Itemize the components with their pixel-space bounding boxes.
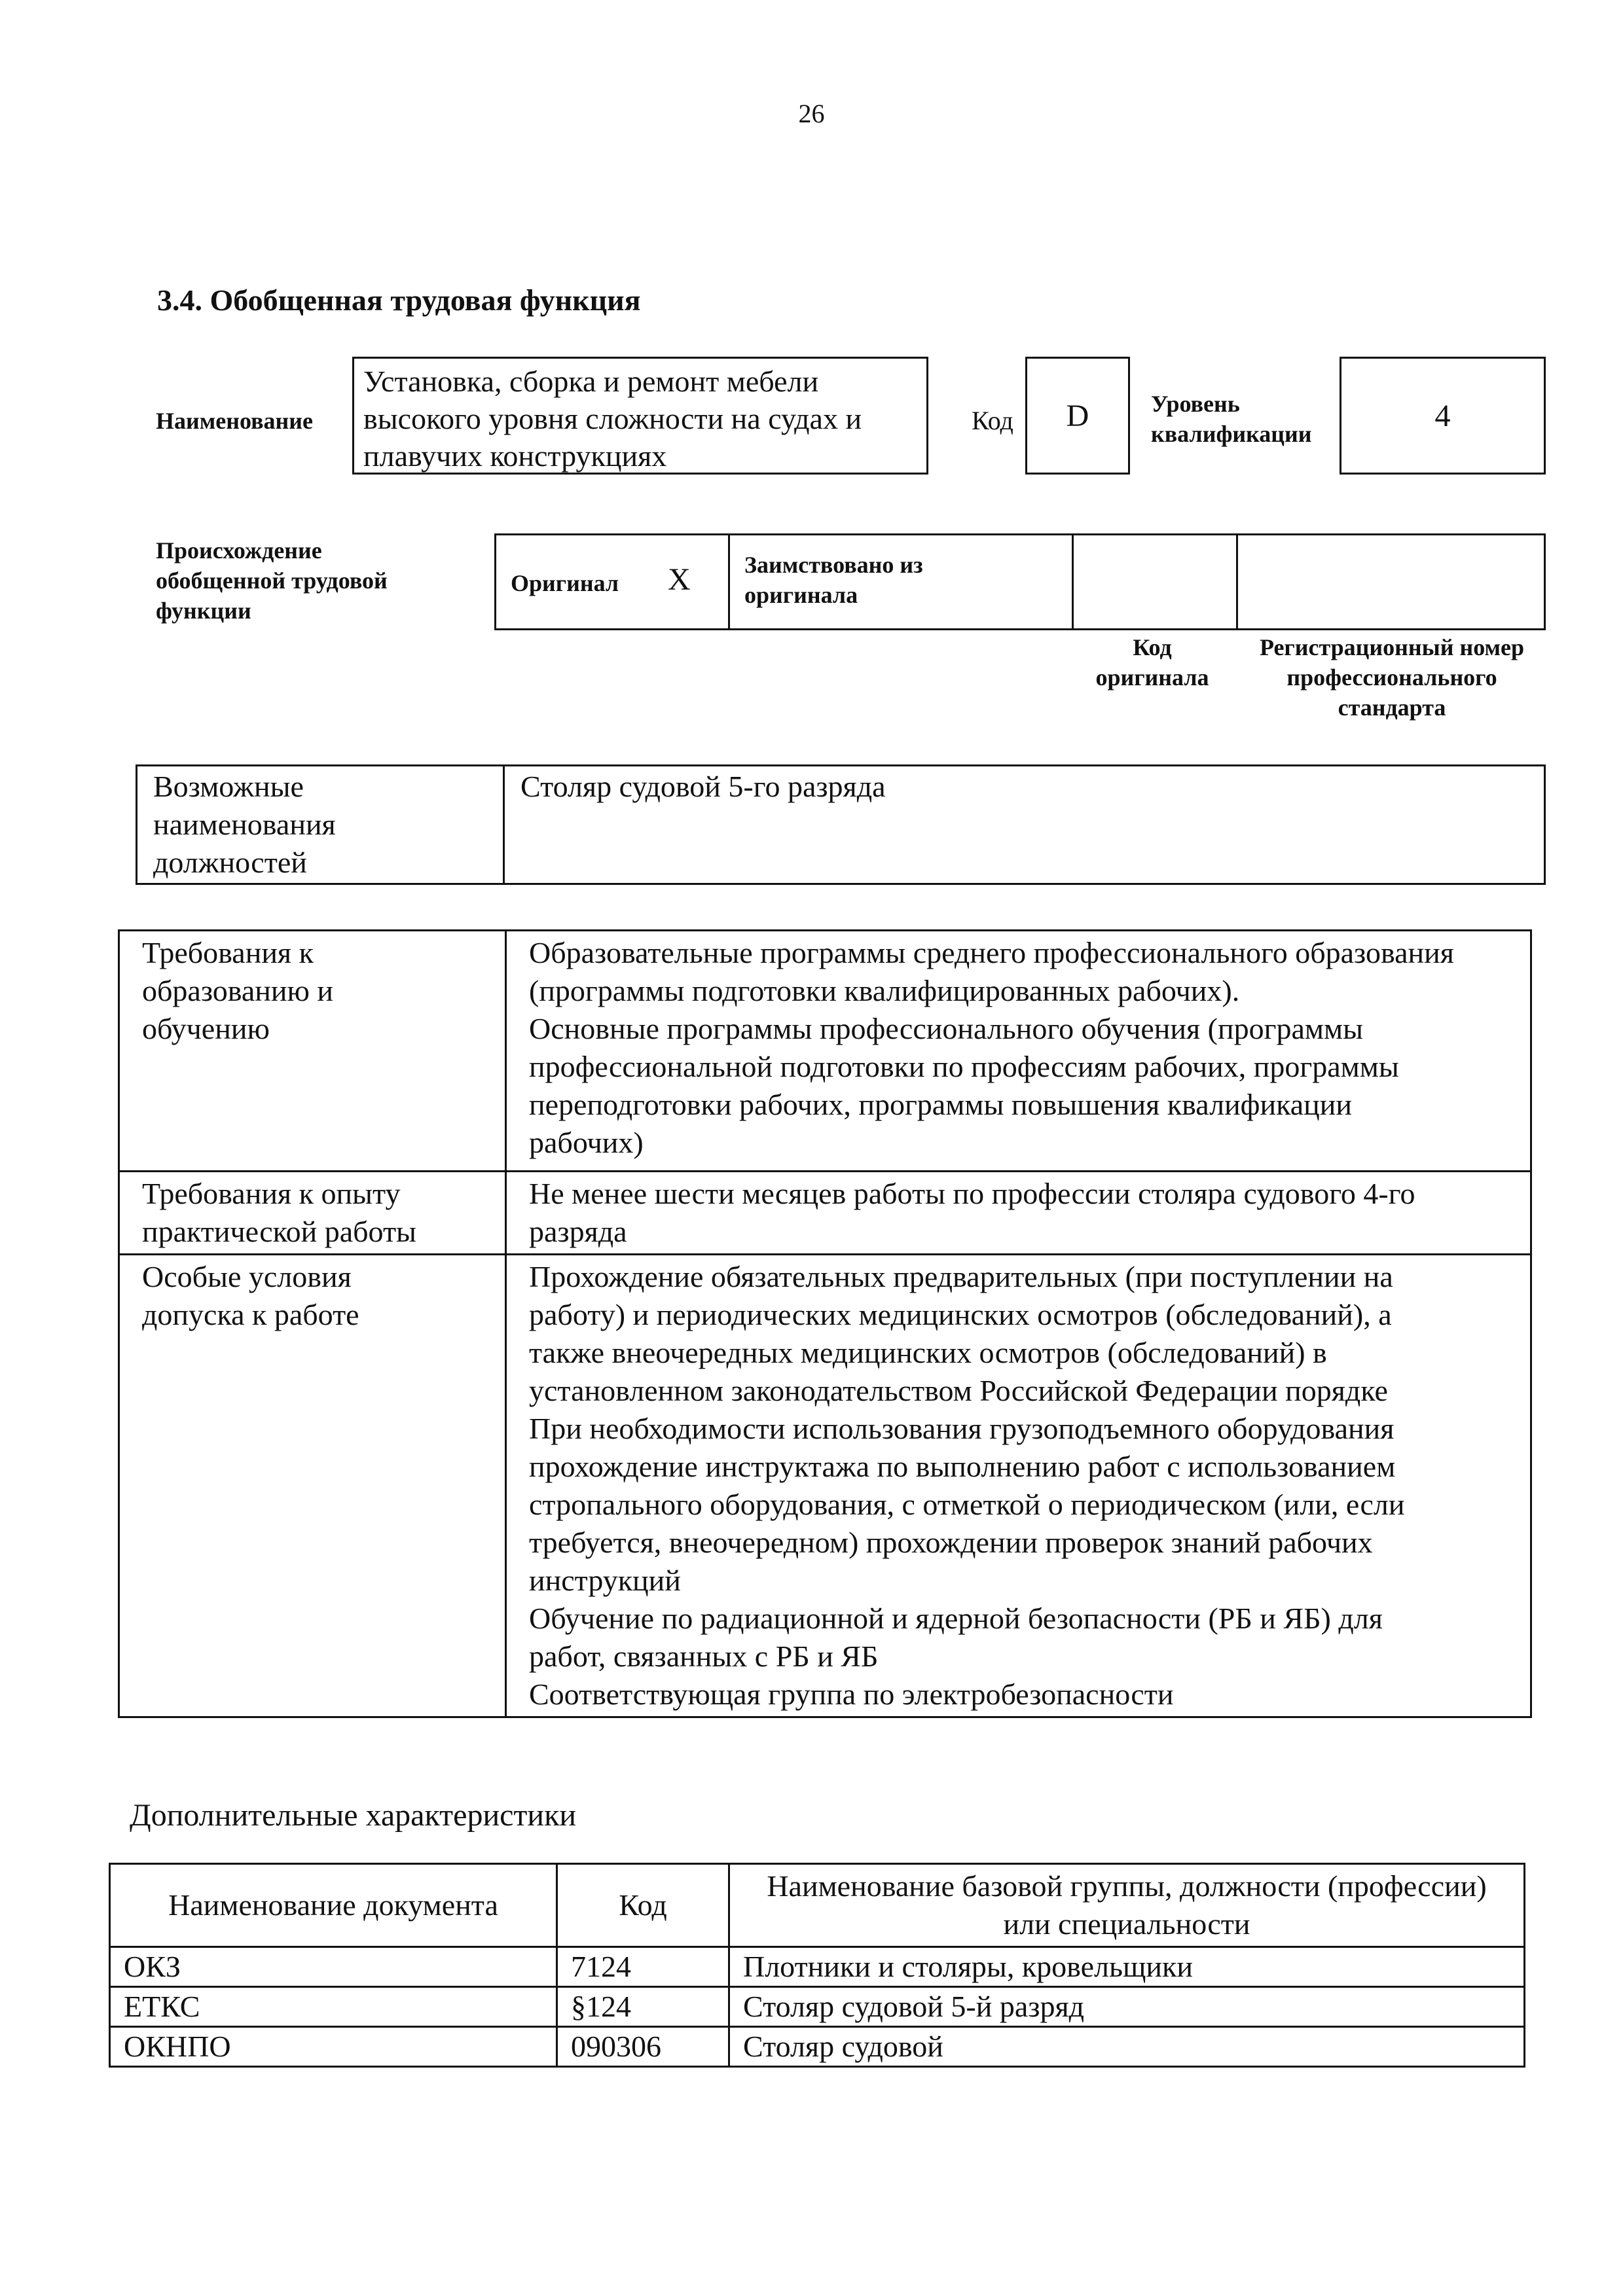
column-header-group: Наименование базовой группы, должности (профессии) или специальности [729, 1864, 1525, 1947]
document-cell: ЕТКС [110, 1987, 557, 2027]
qualification-level-box: 4 [1340, 357, 1546, 475]
table-row [110, 1947, 1525, 1987]
positions-label: Возможные наименования должностей [137, 766, 504, 884]
education-label: Требования к образованию и обучению [119, 931, 506, 1172]
function-code-box: D [1025, 357, 1130, 475]
additional-title: Дополнительные характеристики [130, 1798, 577, 1833]
section-title: 3.4. Обобщенная трудовая функция [157, 283, 641, 317]
experience-label: Требования к опыту практической работы [119, 1172, 506, 1255]
code-label: Код [972, 406, 1013, 435]
original-label: Оригинал [511, 570, 619, 596]
table-row [119, 1255, 1531, 1717]
origin-table [494, 533, 1546, 630]
origin-label: Происхождение обобщенной трудовой функции [156, 537, 388, 624]
education-value: Образовательные программы среднего профессионального образования (программы подготовки квалифицированных рабочих). Основные программы профессионального обучения (программы профессиональной подготовки по профессиям рабочих, программы переподготовки рабочих, программы повышения квалификации рабочих) [506, 931, 1531, 1172]
name-label: Наименование [156, 408, 313, 434]
positions-table [136, 764, 1546, 885]
admission-value: Прохождение обязательных предварительных (при поступлении на работу) и периодических медицинских осмотров (обследований), а также внеочередных медицинских осмотров (обследований) в установленном законодательством Российской Федерации порядке При необходимости использования грузоподъемного оборудования прохождение инструктажа по выполнению работ с использованием стропального оборудования, с отметкой о периодическом (или, если требуется, внеочередном) прохождении проверок знаний рабочих инструкций Обучение по радиационной и ядерной безопасности (РБ и ЯБ) для работ, связанных с РБ и ЯБ Соответствующая группа по электробезопасности [506, 1255, 1531, 1717]
level-label: Уровень квалификации [1151, 391, 1312, 447]
code-cell: 090306 [557, 2027, 729, 2067]
table-header-row [110, 1864, 1525, 1947]
reg-number-cell [1237, 535, 1545, 630]
borrowed-cell [729, 535, 1073, 630]
table-row [110, 2027, 1525, 2067]
table-row [110, 1987, 1525, 2027]
borrowed-label: Заимствовано из оригинала [744, 552, 923, 608]
additional-table [109, 1863, 1525, 2068]
document-cell: ОКНПО [110, 2027, 557, 2067]
function-name-box: Установка, сборка и ремонт мебели высокого уровня сложности на судах и плавучих конструкциях [352, 357, 928, 475]
column-header-code: Код [557, 1864, 729, 1947]
table-row [119, 1172, 1531, 1255]
code-cell: §124 [557, 1987, 729, 2027]
code-original-caption: Код оригинала [1095, 634, 1209, 691]
group-cell: Плотники и столяры, кровельщики [729, 1947, 1525, 1987]
table-row [119, 931, 1531, 1172]
code-original-cell [1073, 535, 1237, 630]
original-cell [496, 535, 729, 630]
group-cell: Столяр судовой [729, 2027, 1525, 2067]
column-header-document: Наименование документа [110, 1864, 557, 1947]
experience-value: Не менее шести месяцев работы по профессии столяра судового 4-го разряда [506, 1172, 1531, 1255]
admission-label: Особые условия допуска к работе [119, 1255, 506, 1717]
original-mark: X [668, 562, 691, 597]
code-cell: 7124 [557, 1947, 729, 1987]
requirements-table [118, 929, 1532, 1718]
reg-number-caption: Регистрационный номер профессионального стандарта [1259, 634, 1525, 721]
page-number: 26 [798, 99, 825, 128]
document-cell: ОКЗ [110, 1947, 557, 1987]
group-cell: Столяр судовой 5-й разряд [729, 1987, 1525, 2027]
positions-value: Столяр судовой 5-го разряда [504, 766, 1545, 884]
